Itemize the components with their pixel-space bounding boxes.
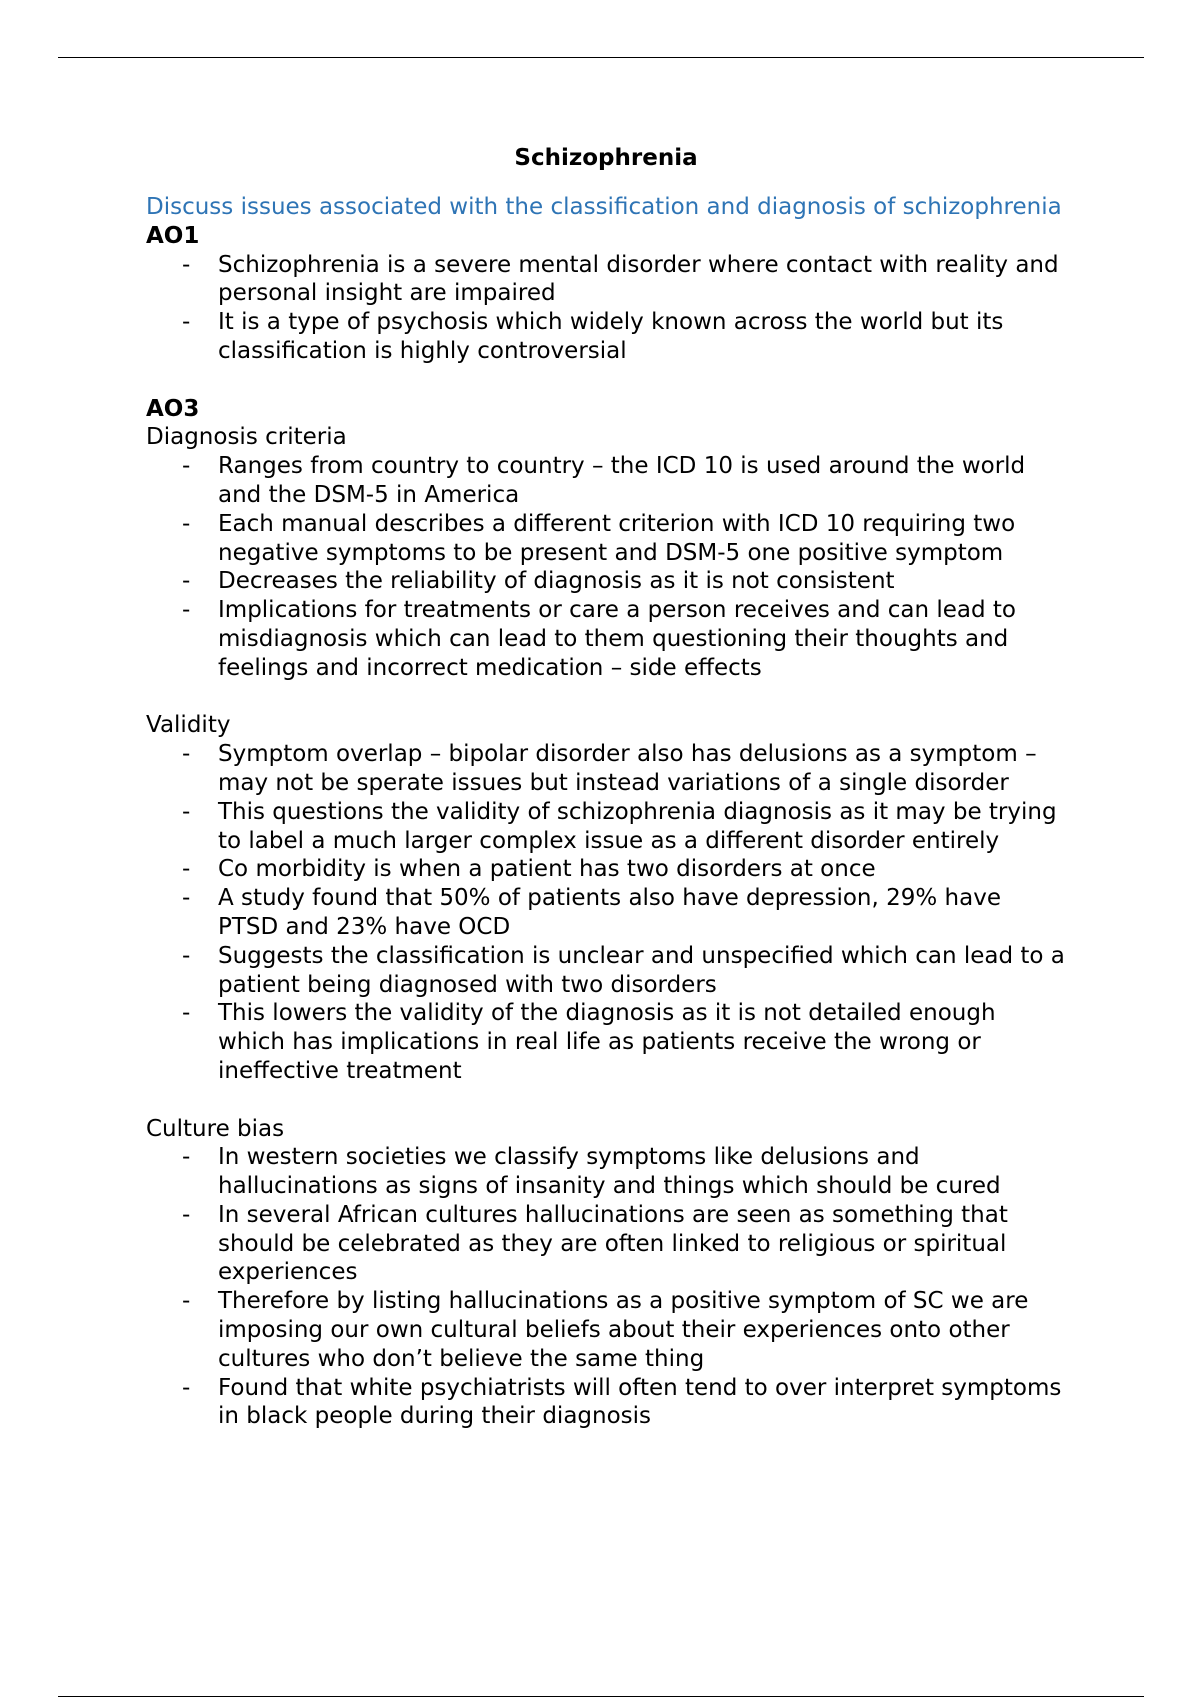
- list-item-text: A study found that 50% of patients also have depression, 29% have PTSD and 23% have OCD: [218, 885, 1001, 940]
- bullet-dash: -: [182, 1144, 191, 1171]
- document-title: Schizophrenia: [514, 145, 698, 171]
- spacer: [146, 366, 1066, 395]
- list-item-text: In several African cultures hallucinations are seen as something that should be celebrated as they are often linked to religious or spiritual experiences: [218, 1201, 1008, 1286]
- list-item: [146, 999, 1066, 1085]
- header-rule: [58, 57, 1144, 58]
- bullet-dash: -: [182, 309, 191, 336]
- section-title-validity: Validity: [146, 712, 231, 739]
- list-item-text: In western societies we classify symptoms like delusions and hallucinations as signs of insanity and things which should be cured: [218, 1144, 1001, 1200]
- list-item: [146, 596, 1066, 682]
- ao3-heading: AO3: [146, 395, 200, 422]
- spacer: [146, 1086, 1066, 1115]
- bullet-dash: -: [182, 798, 191, 825]
- bullet-dash: -: [182, 741, 191, 768]
- bullet-dash: -: [182, 1201, 191, 1228]
- list-item-text: Decreases the reliability of diagnosis as it is not consistent: [218, 568, 895, 595]
- bullet-dash: -: [182, 1374, 191, 1401]
- list-item-text: Found that white psychiatrists will often tend to over interpret symptoms in black people during their diagnosis: [218, 1374, 1062, 1430]
- diagnosis-criteria-list: [146, 452, 1066, 682]
- list-item: [146, 1201, 1066, 1287]
- bullet-dash: -: [182, 597, 191, 624]
- section-title-diagnosis-criteria: Diagnosis criteria: [146, 424, 347, 451]
- list-item-text: Suggests the classification is unclear and unspecified which can lead to a patient being diagnosed with two disorders: [218, 942, 1065, 998]
- footer-rule: [58, 1696, 1144, 1697]
- list-item-text: It is a type of psychosis which widely known across the world but its classification is highly controversial: [218, 309, 1004, 364]
- list-item: [146, 308, 1066, 366]
- list-item-text: Therefore by listing hallucinations as a positive symptom of SC we are imposing our own cultural beliefs about their experiences onto other cultures who don’t believe the same thing: [218, 1288, 1029, 1372]
- spacer: [146, 683, 1066, 712]
- list-item: [146, 884, 1066, 942]
- list-item-text: Co morbidity is when a patient has two disorders at once: [218, 856, 876, 883]
- culture-bias-list: [146, 1143, 1066, 1431]
- list-item: [146, 740, 1066, 798]
- list-item: [146, 510, 1066, 568]
- list-item: [146, 452, 1066, 510]
- ao1-list: [146, 251, 1066, 366]
- list-item-text: Ranges from country to country – the ICD 10 is used around the world and the DSM-5 in America: [218, 453, 1026, 508]
- bullet-dash: -: [182, 251, 191, 278]
- list-item: [146, 567, 1066, 596]
- bullet-dash: -: [182, 510, 191, 537]
- document-body: [146, 141, 1066, 1431]
- list-item: [146, 1374, 1066, 1432]
- bullet-dash: -: [182, 1288, 191, 1315]
- bullet-dash: -: [182, 453, 191, 480]
- section-title-culture-bias: Culture bias: [146, 1115, 285, 1142]
- list-item-text: This questions the validity of schizophrenia diagnosis as it may be trying to label a much larger complex issue as a different disorder entirely: [218, 798, 1057, 854]
- bullet-dash: -: [182, 885, 191, 912]
- list-item: [146, 1287, 1066, 1373]
- list-item-text: Schizophrenia is a severe mental disorder where contact with reality and personal insight are impaired: [218, 251, 1059, 307]
- validity-list: [146, 740, 1066, 1086]
- list-item: [146, 855, 1066, 884]
- bullet-dash: -: [182, 856, 191, 883]
- ao1-heading: AO1: [146, 222, 200, 249]
- list-item: [146, 1143, 1066, 1201]
- list-item-text: Symptom overlap – bipolar disorder also has delusions as a symptom – may not be sperate issues but instead variations of a single disorder: [218, 741, 1037, 796]
- bullet-dash: -: [182, 942, 191, 969]
- list-item: [146, 798, 1066, 856]
- list-item-text: Each manual describes a different criterion with ICD 10 requiring two negative symptoms to be present and DSM-5 one positive symptom: [218, 510, 1016, 566]
- essay-question: Discuss issues associated with the classification and diagnosis of schizophrenia: [146, 194, 1062, 220]
- list-item-text: Implications for treatments or care a person receives and can lead to misdiagnosis which can lead to them questioning their thoughts and feelings and incorrect medication – side effects: [218, 597, 1017, 681]
- list-item: [146, 251, 1066, 309]
- list-item-text: This lowers the validity of the diagnosis as it is not detailed enough which has implications in real life as patients receive the wrong or ineffective treatment: [218, 1000, 996, 1084]
- list-item: [146, 942, 1066, 1000]
- bullet-dash: -: [182, 568, 191, 595]
- bullet-dash: -: [182, 1000, 191, 1027]
